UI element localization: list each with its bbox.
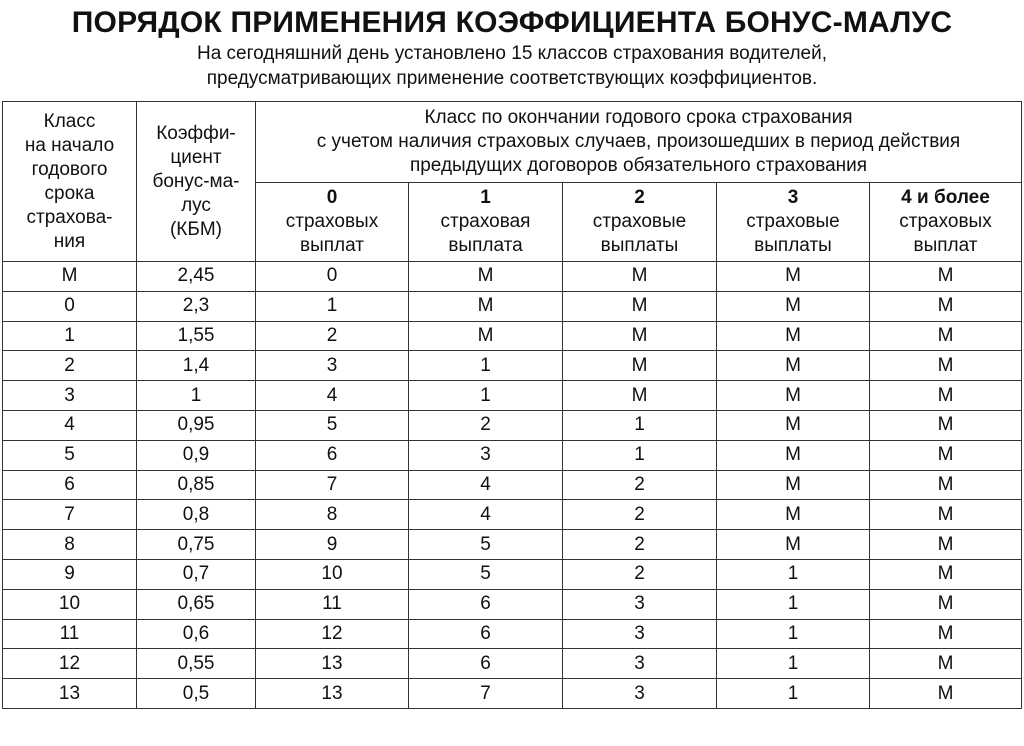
table-cell: 0,95 xyxy=(137,410,256,440)
table-cell: 13 xyxy=(256,679,409,709)
table-cell: 0,55 xyxy=(137,649,256,679)
table-cell: М xyxy=(870,470,1022,500)
table-cell: 0,7 xyxy=(137,559,256,589)
table-cell: 2 xyxy=(3,351,137,381)
table-cell: 6 xyxy=(409,619,563,649)
table-cell: 0 xyxy=(256,262,409,292)
table-cell: 1 xyxy=(256,291,409,321)
table-row xyxy=(3,470,1022,500)
table-cell: 2 xyxy=(256,321,409,351)
table-cell: 13 xyxy=(256,649,409,679)
table-row xyxy=(3,410,1022,440)
table-cell: 1 xyxy=(717,589,870,619)
table-row xyxy=(3,500,1022,530)
table-cell: 1 xyxy=(3,321,137,351)
header-start-class: Класс на начало годового срока страхова- ния xyxy=(3,102,137,262)
table-cell: 12 xyxy=(3,649,137,679)
table-cell: М xyxy=(717,440,870,470)
table-cell: 3 xyxy=(563,619,717,649)
table-row xyxy=(3,619,1022,649)
header-2-claims xyxy=(563,183,717,262)
table-cell: 9 xyxy=(3,559,137,589)
table-cell: 1,4 xyxy=(137,351,256,381)
header-kbm: Коэффи- циент бонус-ма- лус (КБМ) xyxy=(137,102,256,262)
table-cell: 6 xyxy=(409,649,563,679)
table-cell: М xyxy=(409,321,563,351)
table-cell: М xyxy=(870,589,1022,619)
table-cell: 1 xyxy=(409,381,563,411)
table-cell: 8 xyxy=(3,530,137,560)
table-cell: 5 xyxy=(409,559,563,589)
table-cell: М xyxy=(563,321,717,351)
table-cell: 0,85 xyxy=(137,470,256,500)
table-cell: М xyxy=(870,619,1022,649)
table-cell: М xyxy=(870,500,1022,530)
table-cell: 5 xyxy=(409,530,563,560)
table-cell: 1 xyxy=(717,619,870,649)
header-0-num: 0 xyxy=(326,187,338,208)
table-cell: 0,9 xyxy=(137,440,256,470)
table-cell: М xyxy=(870,440,1022,470)
header-4plus-claims xyxy=(870,183,1022,262)
table-cell: 2 xyxy=(563,559,717,589)
header-0-text: страховых выплат xyxy=(285,211,379,256)
table-cell: 0,5 xyxy=(137,679,256,709)
table-cell: М xyxy=(717,530,870,560)
table-row xyxy=(3,381,1022,411)
table-cell: М xyxy=(409,262,563,292)
table-row xyxy=(3,679,1022,709)
table-cell: 2,3 xyxy=(137,291,256,321)
table-cell: 2 xyxy=(563,530,717,560)
table-cell: 3 xyxy=(563,589,717,619)
table-cell: 2 xyxy=(563,470,717,500)
table-cell: М xyxy=(870,321,1022,351)
table-cell: 3 xyxy=(563,679,717,709)
table-cell: 2 xyxy=(409,410,563,440)
table-cell: 1 xyxy=(717,649,870,679)
table-cell: 11 xyxy=(3,619,137,649)
table-cell: 12 xyxy=(256,619,409,649)
header-3-text: страховые выплаты xyxy=(746,211,840,256)
table-cell: 9 xyxy=(256,530,409,560)
header-3-num: 3 xyxy=(787,187,799,208)
table-cell: М xyxy=(870,381,1022,411)
header-3-claims xyxy=(717,183,870,262)
page-title: ПОРЯДОК ПРИМЕНЕНИЯ КОЭФФИЦИЕНТА БОНУС-МАЛУС xyxy=(71,6,953,39)
table-row xyxy=(3,351,1022,381)
table-cell: 10 xyxy=(3,589,137,619)
table-cell: 3 xyxy=(256,351,409,381)
table-cell: 11 xyxy=(256,589,409,619)
table-cell: 1 xyxy=(717,679,870,709)
bonus-malus-table xyxy=(2,101,1022,709)
subtitle-line-2: предусматривающих применение соответствующих коэффициентов. xyxy=(206,68,818,89)
table-cell: 7 xyxy=(256,470,409,500)
header-1-claims xyxy=(409,183,563,262)
header-4-num: 4 и более xyxy=(901,187,990,208)
header-1-text: страховая выплата xyxy=(440,211,531,256)
table-row xyxy=(3,321,1022,351)
table-cell: 1 xyxy=(563,410,717,440)
table-cell: М xyxy=(717,381,870,411)
table-body xyxy=(3,262,1022,709)
table-cell: 2 xyxy=(563,500,717,530)
table-cell: 6 xyxy=(3,470,137,500)
table-cell: 2,45 xyxy=(137,262,256,292)
table-cell: 7 xyxy=(3,500,137,530)
table-cell: М xyxy=(870,351,1022,381)
table-cell: М xyxy=(870,559,1022,589)
table-row xyxy=(3,589,1022,619)
table-row xyxy=(3,440,1022,470)
table-cell: М xyxy=(409,291,563,321)
table-cell: 3 xyxy=(3,381,137,411)
table-cell: М xyxy=(563,291,717,321)
table-cell: М xyxy=(870,679,1022,709)
table-cell: 1 xyxy=(717,559,870,589)
table-cell: М xyxy=(717,500,870,530)
header-0-claims xyxy=(256,183,409,262)
table-cell: М xyxy=(870,530,1022,560)
table-cell: М xyxy=(717,410,870,440)
table-cell: 3 xyxy=(563,649,717,679)
table-cell: 1,55 xyxy=(137,321,256,351)
header-4-text: страховых выплат xyxy=(899,211,992,256)
table-cell: 0 xyxy=(3,291,137,321)
table-cell: 1 xyxy=(409,351,563,381)
table-cell: 13 xyxy=(3,679,137,709)
table-cell: 5 xyxy=(256,410,409,440)
table-cell: 0,75 xyxy=(137,530,256,560)
header-1-num: 1 xyxy=(480,187,491,208)
table-cell: 0,8 xyxy=(137,500,256,530)
header-2-num: 2 xyxy=(634,187,645,208)
table-cell: М xyxy=(717,470,870,500)
table-row xyxy=(3,649,1022,679)
table-cell: М xyxy=(870,291,1022,321)
table-cell: 4 xyxy=(3,410,137,440)
table-cell: М xyxy=(717,321,870,351)
table-cell: М xyxy=(717,351,870,381)
table-cell: 3 xyxy=(409,440,563,470)
table-cell: 1 xyxy=(137,381,256,411)
table-row xyxy=(3,262,1022,292)
table-row xyxy=(3,530,1022,560)
table-cell: М xyxy=(3,262,137,292)
table-cell: М xyxy=(563,262,717,292)
table-cell: 4 xyxy=(409,500,563,530)
subtitle-line-1: На сегодняшний день установлено 15 классов страхования водителей, xyxy=(196,43,828,64)
table-cell: 0,6 xyxy=(137,619,256,649)
table-cell: М xyxy=(870,410,1022,440)
table-row xyxy=(3,559,1022,589)
table-cell: 8 xyxy=(256,500,409,530)
table-cell: 7 xyxy=(409,679,563,709)
table-cell: 1 xyxy=(563,440,717,470)
table-cell: 4 xyxy=(409,470,563,500)
table-cell: 6 xyxy=(256,440,409,470)
table-cell: М xyxy=(717,262,870,292)
table-cell: 6 xyxy=(409,589,563,619)
header-end-class-group: Класс по окончании годового срока страхования с учетом наличия страховых случаев, произошедших в период действия предыдущих договоров обязательного страхования xyxy=(256,102,1022,183)
table-cell: М xyxy=(717,291,870,321)
table-row xyxy=(3,291,1022,321)
table-cell: М xyxy=(563,381,717,411)
table-cell: М xyxy=(870,649,1022,679)
table-cell: 0,65 xyxy=(137,589,256,619)
header-2-text: страховые выплаты xyxy=(592,211,687,256)
table-cell: 4 xyxy=(256,381,409,411)
table-cell: 10 xyxy=(256,559,409,589)
table-cell: 5 xyxy=(3,440,137,470)
table-cell: М xyxy=(870,262,1022,292)
table-cell: М xyxy=(563,351,717,381)
